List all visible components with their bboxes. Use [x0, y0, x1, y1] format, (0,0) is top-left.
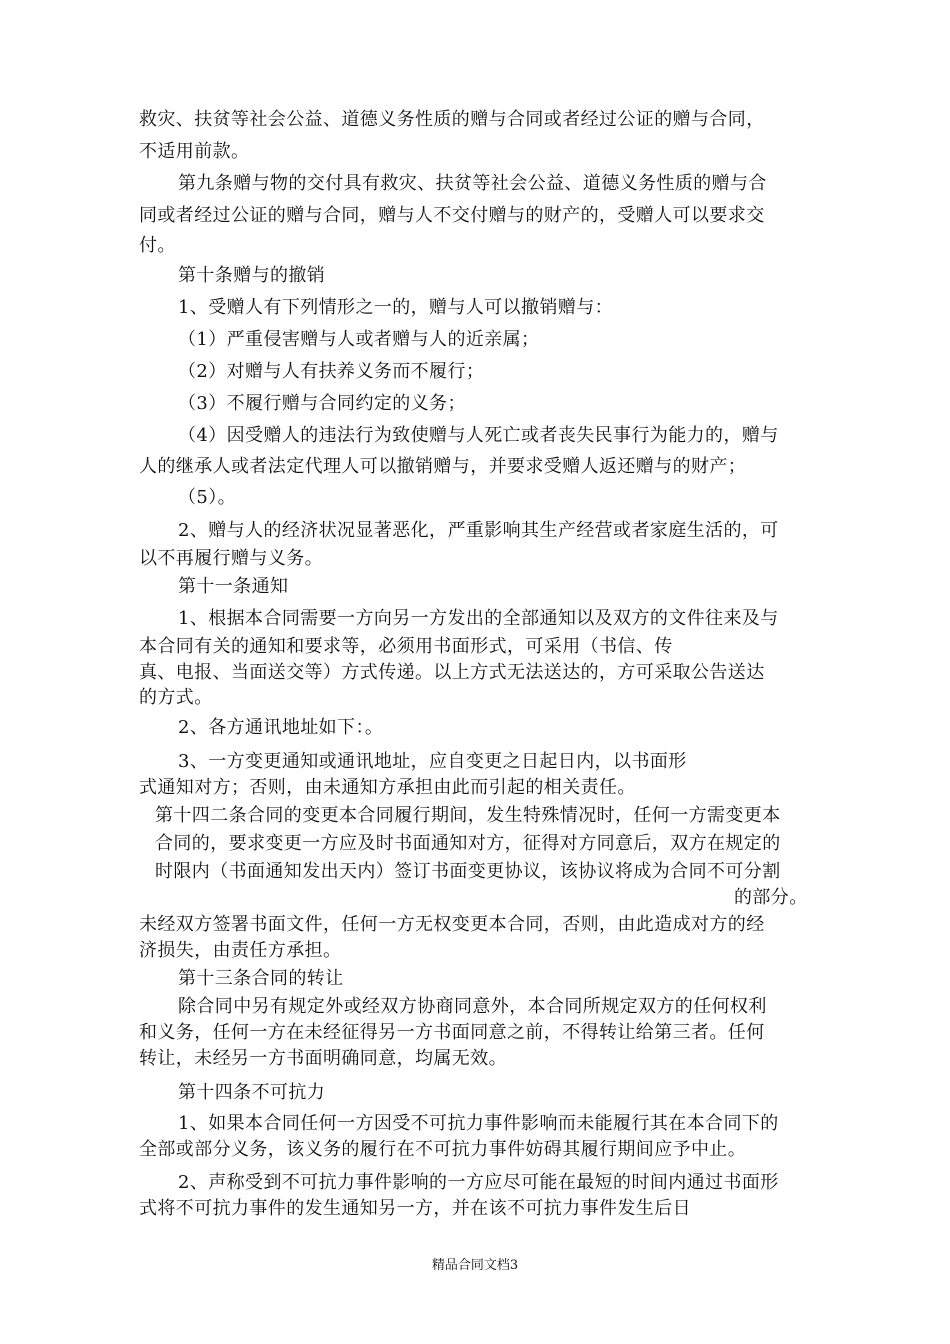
text-line: 同或者经过公证的赠与合同，赠与人不交付赠与的财产的，受赠人可以要求交 [139, 205, 765, 226]
list-item: （3）不履行赠与合同约定的义务； [178, 393, 466, 414]
section-heading: 第十三条合同的转让 [178, 968, 344, 989]
text-line: 未经双方签署书面文件，任何一方无权变更本合同，否则，由此造成对方的经 [139, 914, 765, 935]
text-line: 1、如果本合同任何一方因受不可抗力事件影响而未能履行其在本合同下的 [178, 1113, 779, 1134]
text-line: 济损失，由责任方承担。 [139, 940, 342, 961]
text-line: 3、一方变更通知或通讯地址，应自变更之日起日内，以书面形 [178, 751, 687, 772]
page-footer: 精品合同文档3 [431, 1258, 519, 1273]
text-line: 1、根据本合同需要一方向另一方发出的全部通知以及双方的文件往来及与 [178, 608, 779, 629]
list-item: （4）因受赠人的违法行为致使赠与人死亡或者丧失民事行为能力的，赠与 [178, 425, 779, 446]
text-line: 式将不可抗力事件的发生通知另一方，并在该不可抗力事件发生后日 [139, 1198, 691, 1219]
text-line: 本合同有关的通知和要求等，必须用书面形式，可采用（书信、传 [139, 636, 673, 657]
text-line: 真、电报、当面送交等）方式传递。以上方式无法送达的，方可采取公告送达 [139, 662, 765, 683]
text-line: 人的继承人或者法定代理人可以撤销赠与，并要求受赠人返还赠与的财产； [139, 456, 747, 477]
text-line: 救灾、扶贫等社会公益、道德义务性质的赠与合同或者经过公证的赠与合同， [139, 109, 765, 130]
text-line: 第九条赠与物的交付具有救灾、扶贫等社会公益、道德义务性质的赠与合 [178, 173, 767, 194]
text-line: 付。 [139, 235, 176, 256]
text-line: 以不再履行赠与义务。 [139, 548, 323, 569]
list-item: （2）对赠与人有扶养义务而不履行； [178, 361, 485, 382]
text-line: 2、各方通讯地址如下：。 [178, 717, 384, 738]
text-line: 不适用前款。 [139, 141, 250, 162]
text-line: 时限内（书面通知发出天内）签订书面变更协议，该协议将成为合同不可分割 [155, 861, 781, 882]
text-line: 的部分。 [734, 887, 808, 908]
text-line: 2、声称受到不可抗力事件影响的一方应尽可能在最短的时间内通过书面形 [178, 1172, 779, 1193]
text-line: 式通知对方；否则，由未通知方承担由此而引起的相关责任。 [139, 777, 636, 798]
section-heading: 第十四条不可抗力 [178, 1082, 326, 1103]
text-line: 和义务，任何一方在未经征得另一方书面同意之前，不得转让给第三者。任何 [139, 1022, 765, 1043]
text-line: 除合同中另有规定外或经双方协商同意外，本合同所规定双方的任何权利 [178, 996, 767, 1017]
text-line: 2、赠与人的经济状况显著恶化，严重影响其生产经营或者家庭生活的，可 [178, 520, 779, 541]
text-line: 全部或部分义务，该义务的履行在不可抗力事件妨碍其履行期间应予中止。 [139, 1139, 747, 1160]
text-line: 的方式。 [139, 687, 213, 708]
section-heading: 第十一条通知 [178, 576, 289, 597]
list-item: （1）严重侵害赠与人或者赠与人的近亲属； [178, 329, 540, 350]
text-line: 合同的，要求变更一方应及时书面通知对方，征得对方同意后，双方在规定的 [155, 833, 781, 854]
text-line: 1、受赠人有下列情形之一的，赠与人可以撤销赠与： [178, 297, 614, 318]
list-item: （5）。 [178, 487, 237, 508]
text-line: 转让，未经另一方书面明确同意，均属无效。 [139, 1048, 507, 1069]
section-heading: 第十条赠与的撤销 [178, 265, 326, 286]
text-line: 第十四二条合同的变更本合同履行期间，发生特殊情况时，任何一方需变更本 [155, 805, 781, 826]
